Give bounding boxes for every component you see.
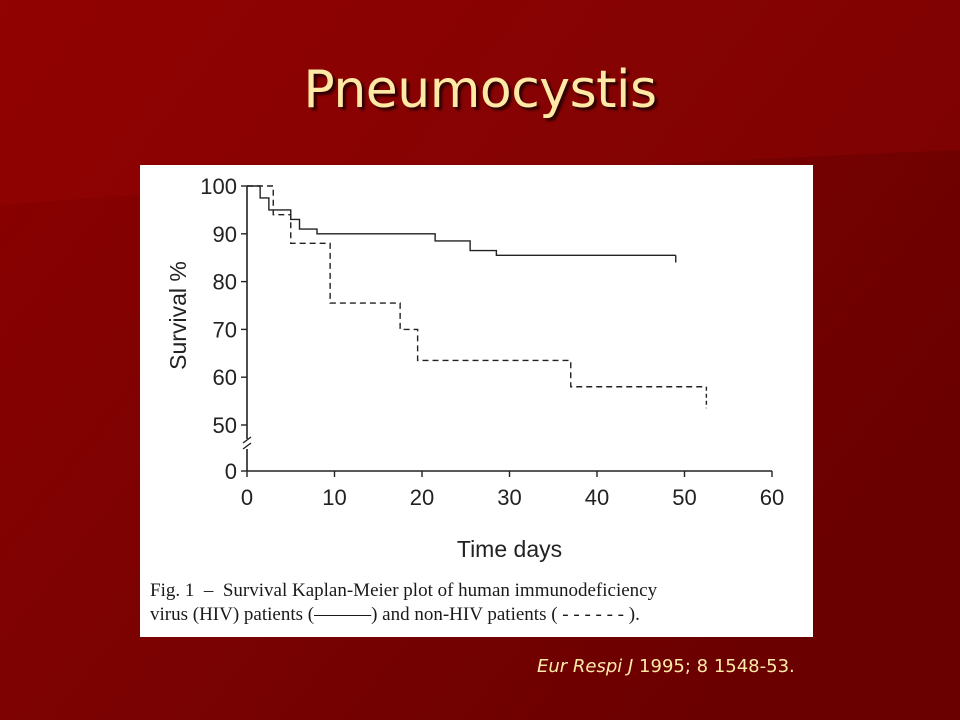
non-hiv-survival-curve [247,186,706,387]
y-axis-label: Survival % [165,261,191,370]
citation-details: 1995; 8 1548-53. [633,656,795,677]
x-tick-label: 0 [240,485,254,510]
y-axis-break-mark [243,443,251,449]
x-tick-label: 60 [759,485,785,510]
x-tick-label: 20 [409,485,435,510]
hiv-survival-curve [247,186,676,255]
y-tick-label: 90 [212,221,237,247]
x-tick-label: 40 [584,485,610,510]
x-tick-label: 10 [322,485,347,510]
caption-line-1: Fig. 1 – Survival Kaplan-Meier plot of human immunodeficiency [150,580,658,601]
caption-line-2: virus (HIV) patients (———) and non-HIV patients ( - - - - - - ). [150,604,640,625]
x-axis-label: Time days [456,536,563,562]
kaplan-meier-figure [140,165,813,637]
y-tick-label: 0 [224,459,237,484]
citation-journal: Eur Respi J [537,656,634,677]
figure-caption [150,579,810,627]
y-tick-label: 60 [212,365,237,391]
y-tick-label: 80 [212,269,237,295]
citation [537,656,795,678]
x-tick-label: 50 [672,485,697,510]
y-tick-label: 100 [200,174,237,199]
kaplan-meier-chart [140,165,813,637]
slide-title: Pneumocystis [303,60,657,120]
x-tick-label: 30 [497,485,522,510]
y-tick-label: 50 [212,413,237,438]
y-tick-label: 70 [212,317,237,343]
